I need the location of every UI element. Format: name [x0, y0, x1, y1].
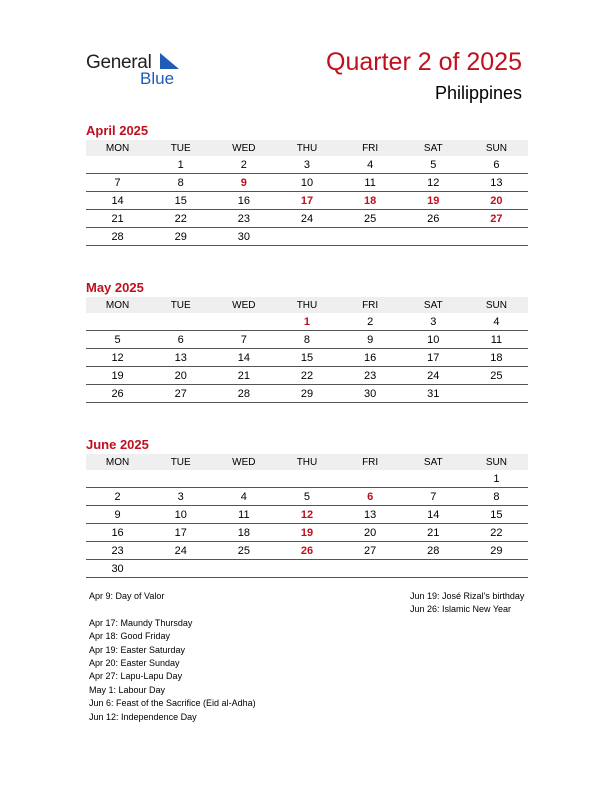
weekday-header: TUE	[149, 297, 212, 313]
month-title: June 2025	[86, 437, 149, 452]
day-cell: 24	[149, 542, 212, 560]
day-cell: 16	[86, 524, 149, 542]
day-cell: 26	[86, 385, 149, 403]
day-cell: 11	[212, 506, 275, 524]
holiday-item: Jun 19: José Rizal’s birthday	[410, 591, 525, 601]
weekday-header: MON	[86, 454, 149, 470]
day-cell: 13	[149, 349, 212, 367]
week-row	[86, 210, 528, 228]
day-cell: 4	[465, 313, 528, 331]
month-title: May 2025	[86, 280, 144, 295]
day-cell: 15	[275, 349, 338, 367]
country-name: Philippines	[434, 83, 522, 103]
day-cell: 19	[86, 367, 149, 385]
weekday-header-row	[86, 140, 528, 156]
day-cell: 27	[149, 385, 212, 403]
weekday-header: TUE	[149, 140, 212, 156]
day-cell: 10	[402, 331, 465, 349]
holiday-item: Jun 26: Islamic New Year	[410, 604, 512, 615]
week-row	[86, 470, 528, 488]
logo-triangle-icon	[160, 53, 179, 69]
holiday-item: Jun 12: Independence Day	[89, 711, 197, 722]
day-cell: 23	[212, 210, 275, 228]
holiday-item: Apr 17: Maundy Thursday	[89, 617, 193, 628]
day-cell: 16	[212, 192, 275, 210]
day-cell	[275, 228, 338, 246]
day-cell: 18	[465, 349, 528, 367]
day-cell: 6	[339, 488, 402, 506]
day-cell	[339, 228, 402, 246]
day-cell: 3	[149, 488, 212, 506]
day-cell: 2	[212, 156, 275, 174]
week-row	[86, 367, 528, 385]
day-cell: 20	[465, 192, 528, 210]
day-cell: 25	[212, 542, 275, 560]
day-cell: 5	[86, 331, 149, 349]
day-cell: 28	[402, 542, 465, 560]
weekday-header: THU	[275, 297, 338, 313]
day-cell: 29	[149, 228, 212, 246]
weekday-header-row	[86, 454, 528, 470]
day-cell: 23	[339, 367, 402, 385]
day-cell: 21	[402, 524, 465, 542]
day-cell	[465, 560, 528, 578]
week-row	[86, 524, 528, 542]
day-cell: 14	[212, 349, 275, 367]
day-cell: 2	[86, 488, 149, 506]
logo-text-general: General	[86, 52, 152, 73]
weekday-header: FRI	[339, 297, 402, 313]
day-cell: 22	[149, 210, 212, 228]
week-row	[86, 228, 528, 246]
day-cell: 20	[339, 524, 402, 542]
weekday-header: FRI	[339, 140, 402, 156]
list-spacer	[89, 603, 256, 616]
day-cell: 18	[339, 192, 402, 210]
day-cell: 14	[86, 192, 149, 210]
month-title: April 2025	[86, 123, 149, 138]
week-row	[86, 488, 528, 506]
weekday-header: SUN	[465, 297, 528, 313]
day-cell: 27	[465, 210, 528, 228]
day-cell: 24	[275, 210, 338, 228]
weekday-header: SUN	[465, 454, 528, 470]
day-cell: 11	[465, 331, 528, 349]
day-cell: 30	[339, 385, 402, 403]
weekday-header: SAT	[402, 297, 465, 313]
day-cell: 7	[86, 174, 149, 192]
day-cell: 12	[275, 506, 338, 524]
weekday-header: WED	[212, 454, 275, 470]
holiday-item: Apr 20: Easter Sunday	[89, 658, 180, 669]
day-cell: 7	[402, 488, 465, 506]
day-cell: 13	[465, 174, 528, 192]
day-cell: 31	[402, 385, 465, 403]
day-cell	[149, 560, 212, 578]
page-title: Quarter 2 of 2025	[326, 48, 522, 76]
day-cell	[212, 470, 275, 488]
day-cell	[275, 470, 338, 488]
holiday-item: Jun 6: Feast of the Sacrifice (Eid al-Adha)	[89, 698, 256, 709]
logo	[86, 52, 196, 92]
calendar-table	[86, 297, 528, 403]
day-cell: 8	[465, 488, 528, 506]
calendar-table	[86, 140, 528, 246]
holiday-item: Apr 27: Lapu-Lapu Day	[89, 671, 183, 682]
day-cell: 3	[275, 156, 338, 174]
month-may	[86, 279, 528, 403]
day-cell: 27	[339, 542, 402, 560]
weekday-header: SAT	[402, 140, 465, 156]
weekday-header: WED	[212, 140, 275, 156]
weekday-header: WED	[212, 297, 275, 313]
week-row	[86, 385, 528, 403]
week-row	[86, 192, 528, 210]
day-cell	[275, 560, 338, 578]
holiday-list-left	[89, 590, 256, 724]
day-cell: 19	[402, 192, 465, 210]
day-cell: 25	[339, 210, 402, 228]
day-cell: 6	[465, 156, 528, 174]
day-cell	[402, 560, 465, 578]
day-cell: 8	[149, 174, 212, 192]
holiday-item: Apr 9: Day of Valor	[89, 591, 165, 601]
month-april	[86, 122, 528, 246]
day-cell: 5	[402, 156, 465, 174]
day-cell	[465, 228, 528, 246]
week-row	[86, 156, 528, 174]
day-cell: 18	[212, 524, 275, 542]
holiday-item: May 1: Labour Day	[89, 684, 166, 695]
day-cell: 21	[86, 210, 149, 228]
day-cell: 2	[339, 313, 402, 331]
day-cell: 9	[339, 331, 402, 349]
day-cell	[212, 560, 275, 578]
day-cell: 20	[149, 367, 212, 385]
calendar-table	[86, 454, 528, 578]
day-cell: 25	[465, 367, 528, 385]
day-cell: 30	[212, 228, 275, 246]
day-cell: 8	[275, 331, 338, 349]
weekday-header: MON	[86, 297, 149, 313]
day-cell: 21	[212, 367, 275, 385]
day-cell	[149, 470, 212, 488]
day-cell: 15	[149, 192, 212, 210]
day-cell: 24	[402, 367, 465, 385]
weekday-header: FRI	[339, 454, 402, 470]
day-cell	[465, 385, 528, 403]
week-row	[86, 331, 528, 349]
holiday-item: Apr 18: Good Friday	[89, 631, 171, 642]
day-cell	[402, 470, 465, 488]
weekday-header: THU	[275, 454, 338, 470]
day-cell: 29	[465, 542, 528, 560]
day-cell: 11	[339, 174, 402, 192]
day-cell	[212, 313, 275, 331]
day-cell: 9	[86, 506, 149, 524]
week-row	[86, 313, 528, 331]
day-cell: 4	[212, 488, 275, 506]
day-cell: 16	[339, 349, 402, 367]
day-cell	[402, 228, 465, 246]
day-cell: 17	[275, 192, 338, 210]
day-cell	[86, 156, 149, 174]
day-cell: 17	[402, 349, 465, 367]
day-cell: 1	[149, 156, 212, 174]
week-row	[86, 174, 528, 192]
day-cell: 19	[275, 524, 338, 542]
weekday-header: THU	[275, 140, 338, 156]
weekday-header: SAT	[402, 454, 465, 470]
day-cell: 1	[275, 313, 338, 331]
week-row	[86, 349, 528, 367]
day-cell: 10	[275, 174, 338, 192]
day-cell: 6	[149, 331, 212, 349]
logo-text-blue: Blue	[140, 69, 175, 88]
day-cell: 12	[86, 349, 149, 367]
day-cell: 10	[149, 506, 212, 524]
day-cell: 1	[465, 470, 528, 488]
day-cell: 22	[275, 367, 338, 385]
day-cell: 22	[465, 524, 528, 542]
day-cell: 23	[86, 542, 149, 560]
day-cell: 3	[402, 313, 465, 331]
day-cell: 4	[339, 156, 402, 174]
week-row	[86, 506, 528, 524]
day-cell: 28	[86, 228, 149, 246]
day-cell	[149, 313, 212, 331]
day-cell: 15	[465, 506, 528, 524]
day-cell	[86, 313, 149, 331]
month-june	[86, 436, 528, 578]
holiday-list-right	[410, 590, 535, 617]
weekday-header-row	[86, 297, 528, 313]
day-cell: 5	[275, 488, 338, 506]
weekday-header: TUE	[149, 454, 212, 470]
day-cell: 30	[86, 560, 149, 578]
day-cell: 9	[212, 174, 275, 192]
day-cell: 26	[275, 542, 338, 560]
day-cell: 26	[402, 210, 465, 228]
weekday-header: SUN	[465, 140, 528, 156]
day-cell	[339, 470, 402, 488]
holiday-item: Apr 19: Easter Saturday	[89, 644, 186, 655]
day-cell: 28	[212, 385, 275, 403]
day-cell: 12	[402, 174, 465, 192]
day-cell	[339, 560, 402, 578]
day-cell: 17	[149, 524, 212, 542]
day-cell: 14	[402, 506, 465, 524]
day-cell	[86, 470, 149, 488]
weekday-header: MON	[86, 140, 149, 156]
day-cell: 13	[339, 506, 402, 524]
week-row	[86, 560, 528, 578]
week-row	[86, 542, 528, 560]
day-cell: 29	[275, 385, 338, 403]
day-cell: 7	[212, 331, 275, 349]
